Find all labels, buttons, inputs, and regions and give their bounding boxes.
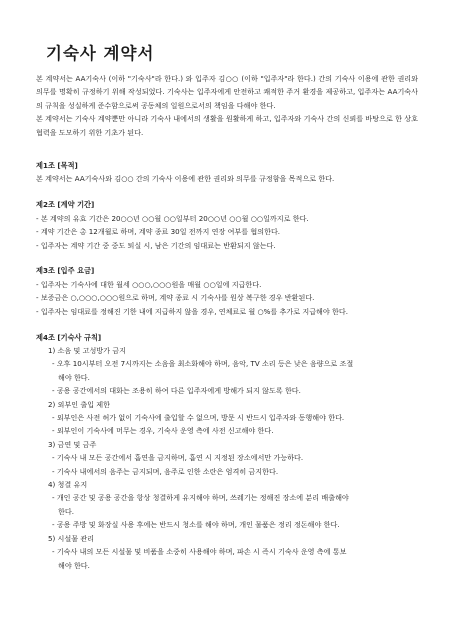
rule-1-item: - 공용 공간에서의 대화는 조용히 하여 다른 입주자에게 방해가 되지 않도록 한다. [52,386,301,396]
rule-3-item: - 기숙사 내 모든 공간에서 흡연을 금지하며, 흡연 시 지정된 장소에서만 가능하다. [52,453,304,463]
rule-5-title: 5) 시설물 관리 [48,533,95,543]
intro-paragraph-1: 본 계약서는 AA기숙사 (이하 "기숙사"라 한다.) 와 입주자 김○○ (이하 "입주자"라 한다.) 간의 기숙사 이용에 관한 권리와 의무를 명확히 규정하기 위해 작성되었다. 기숙사는 입주자에게 안전하고 쾌적한 주거 환경을 제공하고, 입주자는 AA기숙사의 규칙을 성실하게 준수함으로써 공동체의 일원으로서의 책임을 다해야 한다. [36,74,418,110]
rule-2-item: - 외부인이 기숙사에 머무는 경우, 기숙사 운영 측에 사전 신고해야 한다. [52,426,274,436]
section-1-text: 본 계약서는 AA기숙사와 김○○ 간의 기숙사 이용에 관한 권리와 의무를 규정함을 목적으로 한다. [36,174,335,184]
intro-paragraph-2: 본 계약서는 기숙사 계약뿐만 아니라 기숙사 내에서의 생활을 원활하게 하고, 입주자와 기숙사 간의 신뢰를 바탕으로 한 상호 협력을 도모하기 위한 기초가 된다. [36,114,418,137]
section-4-heading: 제4조 [기숙사 규칙] [36,332,102,342]
rule-4-title: 4) 청결 유지 [48,480,88,490]
section-1-heading: 제1조 [목적] [36,161,78,171]
rule-3-title: 3) 금연 및 금주 [48,439,97,449]
section-3-heading: 제3조 [입주 요금] [36,266,95,276]
rule-5-item: - 기숙사 내의 모든 시설물 및 비품을 소중히 사용해야 하며, 파손 시 즉시 기숙사 운영 측에 통보 해야 한다. [52,547,347,570]
rule-1-title: 1) 소음 및 고성방가 금지 [48,346,126,355]
document-body [36,72,418,572]
document-title: 기숙사 계약서 [46,44,155,63]
rule-4-item: - 개인 공간 및 공용 공간을 항상 청결하게 유지해야 하며, 쓰레기는 정해진 장소에 분리 배출해야 한다. [52,493,349,516]
section-3-item: - 입주자는 기숙사에 대한 월세 ○○○,○○○원을 매월 ○○일에 지급한다. [36,279,262,289]
rule-4-item: - 공용 주방 및 화장실 사용 후에는 반드시 청소를 해야 하며, 개인 물품은 정리 정돈해야 한다. [52,520,340,530]
section-2-heading: 제2조 [계약 기간] [36,200,95,210]
section-3-item: - 입주자는 임대료를 정해진 기한 내에 지급하지 않을 경우, 연체료로 월 ○%를 추가로 지급해야 한다. [36,306,348,316]
section-2-item: - 계약 기간은 총 12개월로 하며, 계약 종료 30일 전까지 연장 여부를 협의한다. [36,227,281,237]
section-2-item: - 입주자는 계약 기간 중 중도 퇴실 시, 남은 기간의 임대료는 반환되지 않는다. [36,240,276,250]
rule-1-item: - 오후 10시부터 오전 7시까지는 소음을 최소화해야 하며, 음악, TV 소리 등은 낮은 음량으로 조절 해야 한다. [52,359,354,382]
section-2-item: - 본 계약의 유효 기간은 20○○년 ○○월 ○○일부터 20○○년 ○○월 ○○일까지로 한다. [36,213,309,223]
rule-2-title: 2) 외부인 출입 제한 [48,399,111,409]
rule-3-item: - 기숙사 내에서의 음주는 금지되며, 음주로 인한 소란은 엄격히 금지한다. [52,466,279,476]
section-3-item: - 보증금은 ○,○○○,○○○원으로 하며, 계약 종료 시 기숙사를 원상 복구한 경우 반환된다. [36,293,315,303]
rule-2-item: - 외부인은 사전 허가 없이 기숙사에 출입할 수 없으며, 방문 시 반드시 입주자와 동행해야 한다. [52,413,345,423]
